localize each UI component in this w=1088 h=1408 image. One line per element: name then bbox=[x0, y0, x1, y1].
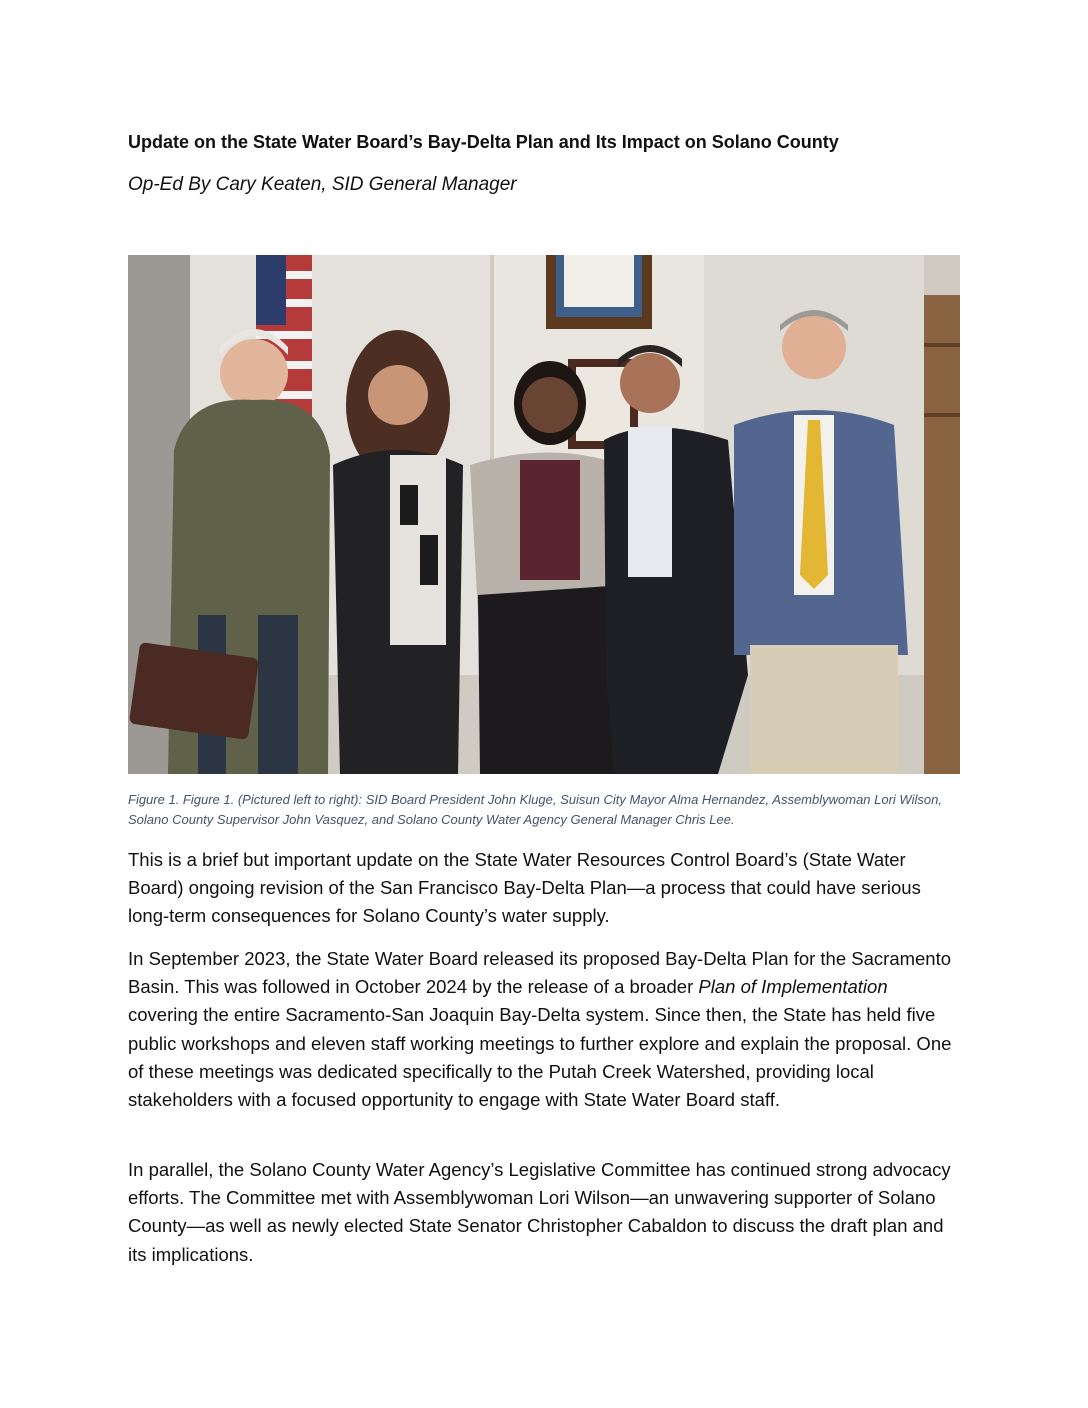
paragraph-2-text-b: covering the entire Sacramento-San Joaquin Bay-Delta system. Since then, the State has held five public workshops and eleven staff working meetings to further explore and explain the proposal. One of these meetings was dedicated specifically to the Putah Creek Watershed, providing local stakeholders with a focused opportunity to engage with State Water Board staff. bbox=[128, 1004, 952, 1111]
paragraph-2-text-a: In September 2023, the State Water Board released its proposed Bay-Delta Plan for the Sacramento Basin. This was followed in October 2024 by the release of a broader bbox=[128, 948, 952, 998]
group-photo bbox=[128, 255, 960, 774]
figure-caption: Figure 1. Figure 1. (Pictured left to right): SID Board President John Kluge, Suisun City Mayor Alma Hernandez, Assemblywoman Lori Wilson, Solano County Supervisor John Vasquez, and Solano County Water Agency General Manager Chris Lee. bbox=[128, 792, 942, 827]
paragraph-2 bbox=[128, 945, 962, 1114]
paragraph-1: This is a brief but important update on the State Water Resources Control Board’s (State Water Board) ongoing revision of the San Francisco Bay-Delta Plan—a process that could have serious long-term consequences for Solano County’s water supply. bbox=[128, 849, 921, 927]
article-title: Update on the State Water Board’s Bay-Delta Plan and Its Impact on Solano County bbox=[128, 132, 839, 152]
paragraph-3: In parallel, the Solano County Water Agency’s Legislative Committee has continued strong advocacy efforts. The Committee met with Assemblywoman Lori Wilson—an unwavering supporter of Solano County—as well as newly elected State Senator Christopher Cabaldon to discuss the draft plan and its implications. bbox=[128, 1159, 951, 1265]
paragraph-2-emphasis: Plan of Implementation bbox=[698, 976, 888, 998]
article-byline: Op-Ed By Cary Keaten, SID General Manager bbox=[128, 174, 517, 195]
